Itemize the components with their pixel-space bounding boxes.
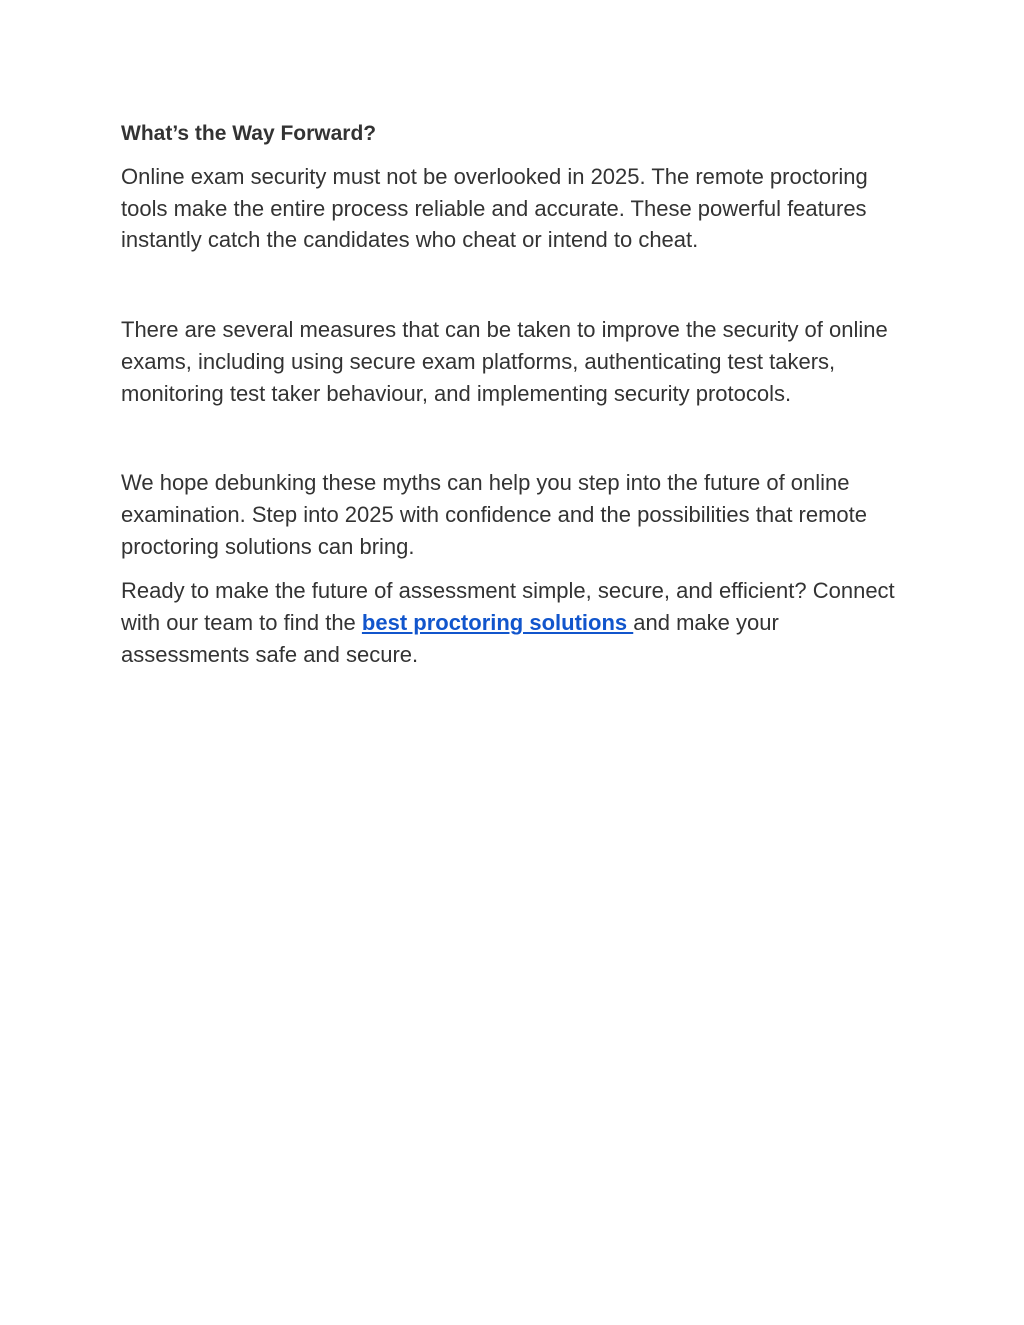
paragraph-security-measures: There are several measures that can be taken to improve the security of online exams, including using secure exam platforms, authenticating test takers, monitoring test taker behaviour, and implementing security protocols. <box>121 317 888 406</box>
cta-text-before-link: Ready to make the future of assessment simple, secure, and efficient? Connect with our team to find the <box>121 578 895 636</box>
section-heading: What’s the Way Forward? <box>121 122 377 145</box>
paragraph-security-2025: Online exam security must not be overlooked in 2025. The remote proctoring tools make the entire process reliable and accurate. These powerful features instantly catch the candidates who cheat or intend to cheat. <box>121 164 868 253</box>
document-body <box>121 118 911 670</box>
cta-text-after-link: and make your assessments safe and secure. <box>121 610 779 667</box>
best-proctoring-solutions-link[interactable]: best proctoring solutions <box>361 610 634 636</box>
paragraph-call-to-action <box>121 575 911 670</box>
paragraph-debunking-myths: We hope debunking these myths can help you step into the future of online examination. Step into 2025 with confidence and the possibilities that remote proctoring solutions can bring. <box>121 470 868 559</box>
